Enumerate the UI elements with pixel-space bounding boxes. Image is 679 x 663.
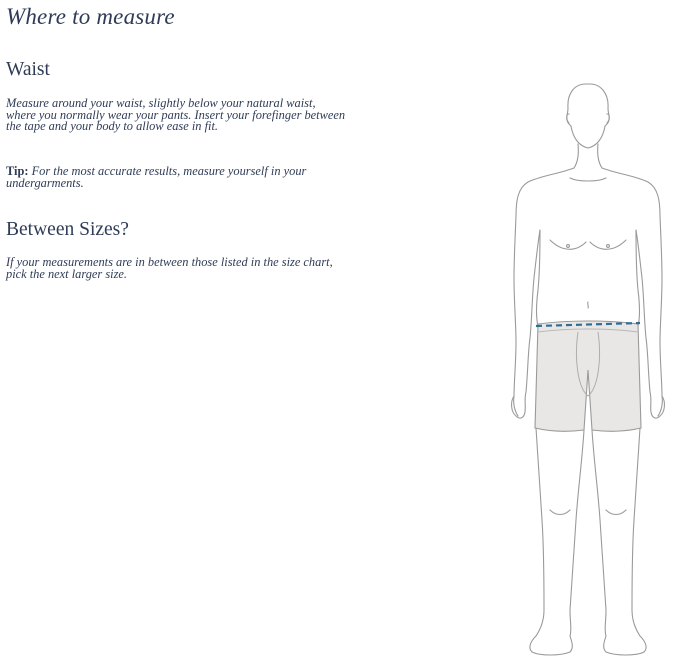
- left-knee: [550, 510, 570, 515]
- tip-text: For the most accurate results, measure yourself in your undergarments.: [6, 164, 307, 190]
- collarbone: [570, 178, 606, 181]
- left-leg-outer: [536, 428, 544, 636]
- tip-label: Tip:: [6, 164, 29, 178]
- right-knee: [606, 510, 626, 515]
- nipple-right: [607, 245, 610, 248]
- between-sizes-heading: Between Sizes?: [6, 219, 129, 240]
- underwear: [535, 321, 641, 431]
- waist-description: Measure around your waist, slightly below your natural waist, where you normally wear your pants. Insert your forefinger between the tape and your body to allow ease in fit.: [6, 96, 346, 134]
- page-title: Where to measure: [6, 4, 175, 29]
- right-foot: [604, 636, 646, 655]
- waist-heading: Waist: [6, 59, 50, 80]
- neck-right: [598, 144, 602, 168]
- male-figure-svg: [478, 70, 678, 663]
- left-leg-inner: [570, 430, 584, 636]
- waist-tip: [6, 166, 346, 189]
- right-leg-outer: [632, 428, 640, 636]
- nipple-left: [567, 245, 570, 248]
- body-measurement-illustration: [478, 70, 678, 663]
- between-sizes-description: If your measurements are in between those listed in the size chart, pick the next larger size.: [6, 255, 333, 281]
- navel: [588, 302, 589, 308]
- left-foot: [530, 636, 572, 655]
- head-outline: [567, 84, 610, 148]
- neck-left: [574, 144, 578, 168]
- right-leg-inner: [592, 430, 606, 636]
